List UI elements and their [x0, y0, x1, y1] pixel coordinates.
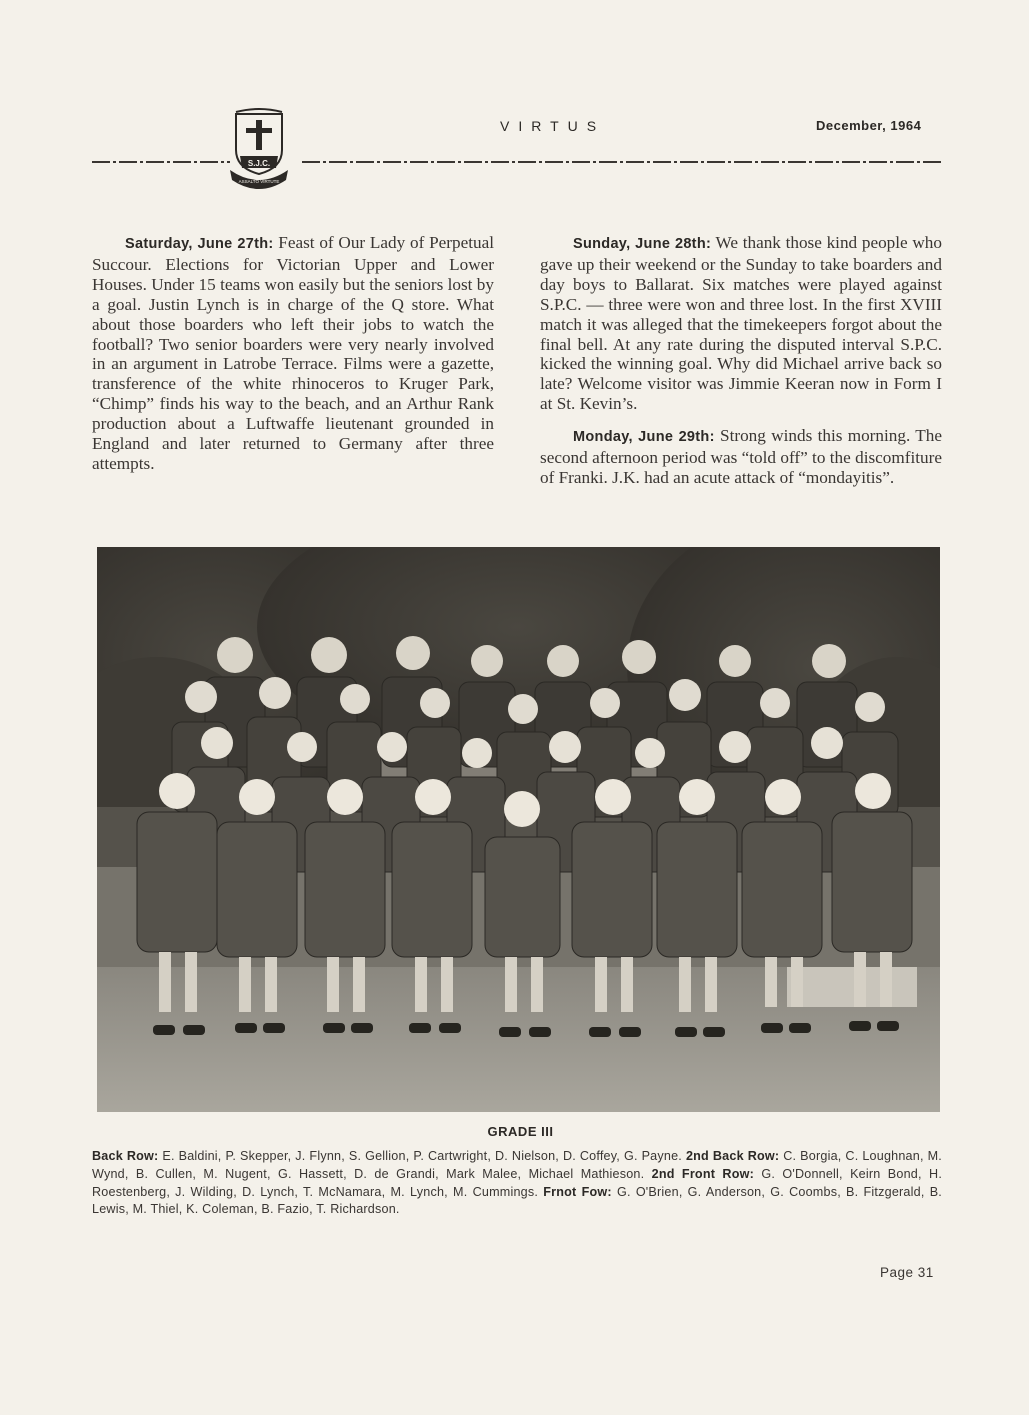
page-number: Page 31: [880, 1265, 934, 1280]
crest-motto: ASSALTO VIRTUTE: [238, 179, 280, 184]
entry-date: Monday, June 29th:: [573, 429, 715, 446]
magazine-title: VIRTUS: [500, 118, 606, 134]
caption-row-label: 2nd Back Row:: [685, 1149, 780, 1163]
diary-entry: [540, 426, 942, 488]
diary-entry: [540, 233, 942, 414]
caption-row-names: G. O'Donnell, Keirn Bond, H. Roestenberg, J. Wilding, D. Lynch, T. McNamara, M. Lynch, M. Cummings.: [92, 1166, 943, 1199]
left-column: [92, 233, 494, 486]
diary-entry: [92, 233, 494, 474]
school-crest-icon: [228, 108, 290, 190]
header-rule-left: [92, 158, 230, 166]
header-rule-right: [302, 158, 944, 166]
crest-initials: S.J.C.: [247, 159, 271, 168]
caption-row-label: 2nd Front Row:: [651, 1166, 755, 1181]
entry-text: Feast of Our Lady of Perpetual Succour. Elections for Victorian Upper and Lower Houses. Under 15 teams won easily but the seniors lost by a goal. Justin Lynch is in charge of the Q store. What about those boarders who left their jobs to watch the football? Two senior boarders were very nearly involved in an argument in Latrobe Terrace. Films were a gazette, transference of the white rhinoceros to Kruger Park, “Chimp” finds his way to the beach, and an Arthur Rank production about a Luftwaffe lieutenant grounded in England and later returned to Germany after three attempts.: [92, 233, 494, 473]
entry-text: Strong winds this morning. The second afternoon period was “told off” to the discomfiture of Franki. J.K. had an acute attack of “mondayitis”.: [540, 426, 942, 487]
photo-caption-title: GRADE III: [487, 1124, 554, 1139]
issue-date: December, 1964: [816, 118, 922, 133]
caption-row-names: G. O'Brien, G. Anderson, G. Coombs, B. Fitzgerald, B. Lewis, M. Thiel, K. Coleman, B. Fazio, T. Richardson.: [92, 1184, 942, 1217]
caption-row-names: E. Baldini, P. Skepper, J. Flynn, S. Gellion, P. Cartwright, D. Nielson, D. Coffey, G. Payne.: [158, 1149, 686, 1163]
entry-date: Sunday, June 28th:: [573, 236, 712, 252]
right-column: [540, 233, 942, 500]
caption-row-names: C. Borgia, C. Loughnan, M. Wynd, B. Cullen, M. Nugent, G. Hassett, D. de Grandi, Mark Malee, Michael Mathieson.: [92, 1149, 942, 1181]
photo-caption: [92, 1148, 942, 1219]
class-group-photo: [97, 547, 940, 1112]
caption-row-label: Back Row:: [92, 1149, 159, 1163]
entry-date: Saturday, June 27th:: [125, 236, 274, 252]
entry-text: We thank those kind people who gave up their weekend or the Sunday to take boarders and day boys to Ballarat. Six matches were played against S.P.C. — three were won and three lost. In the first XVIII match it was alleged that the timekeepers forgot about the final bell. At any rate during the disputed interval S.P.C. kicked the winning goal. Why did Michael arrive back so late? Welcome visitor was Jimmie Keeran now in Form I at St. Kevin’s.: [540, 233, 942, 414]
caption-row-label: Frnot Fow:: [543, 1184, 612, 1199]
